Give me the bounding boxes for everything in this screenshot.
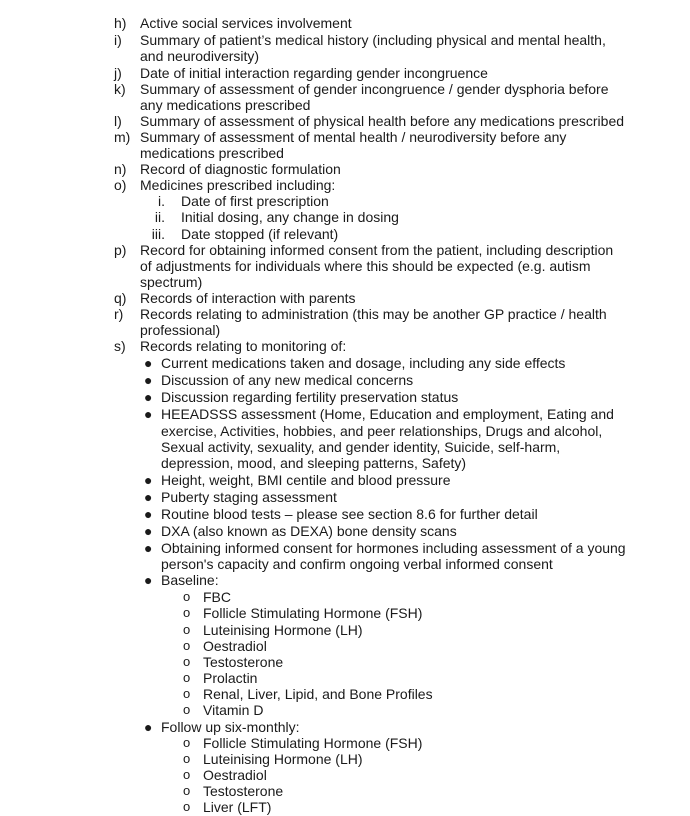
bullet-text: exercise, Activities, hobbies, and peer relationships, Drugs and alcohol, xyxy=(161,423,603,439)
bullet-item xyxy=(0,572,690,588)
bullet-text: Current medications taken and dosage, including any side effects xyxy=(161,355,566,371)
bullet-text: Follow up six-monthly: xyxy=(161,719,300,735)
list-item xyxy=(0,65,690,81)
list-item xyxy=(0,306,690,322)
circle-item xyxy=(0,702,690,718)
list-item xyxy=(0,338,690,354)
circle-bullet-icon: o xyxy=(183,799,191,814)
bullet-item xyxy=(0,719,690,735)
bullet-icon: ● xyxy=(144,719,153,735)
circle-item xyxy=(0,605,690,621)
bullet-item xyxy=(0,355,690,371)
list-item-continuation xyxy=(0,48,690,64)
item-text: spectrum) xyxy=(140,274,203,290)
list-item xyxy=(0,177,690,193)
list-item-continuation xyxy=(0,97,690,113)
item-text: Active social services involvement xyxy=(140,15,352,31)
bullet-continuation xyxy=(0,423,690,439)
sub-list-item xyxy=(0,193,690,209)
circle-item xyxy=(0,622,690,638)
circle-bullet-icon: o xyxy=(183,702,191,717)
bullet-item xyxy=(0,489,690,505)
circle-item-text: Follicle Stimulating Hormone (FSH) xyxy=(203,605,423,621)
circle-bullet-icon: o xyxy=(183,735,191,750)
item-text: Medicines prescribed including: xyxy=(140,177,336,193)
circle-bullet-icon: o xyxy=(183,670,191,685)
item-text: Date of initial interaction regarding gender incongruence xyxy=(140,65,488,81)
item-label: l) xyxy=(114,113,122,129)
list-item xyxy=(0,161,690,177)
item-label: q) xyxy=(114,290,127,306)
bullet-text: person's capacity and confirm ongoing verbal informed consent xyxy=(161,556,553,572)
bullet-item xyxy=(0,389,690,405)
circle-item xyxy=(0,638,690,654)
bullet-icon: ● xyxy=(144,355,153,371)
bullet-text: Sexual activity, sexuality, and gender identity, Suicide, self-harm, xyxy=(161,439,561,455)
item-text: Summary of patient’s medical history (including physical and mental health, xyxy=(140,32,606,48)
bullet-text: Obtaining informed consent for hormones including assessment of a young xyxy=(161,540,626,556)
circle-bullet-icon: o xyxy=(183,622,191,637)
circle-item-text: Testosterone xyxy=(203,654,284,670)
bullet-icon: ● xyxy=(144,523,153,539)
circle-item-text: Testosterone xyxy=(203,783,284,799)
item-text: Records relating to monitoring of: xyxy=(140,338,347,354)
bullet-text: Baseline: xyxy=(161,572,219,588)
sub-list-item xyxy=(0,209,690,225)
item-label: k) xyxy=(114,81,126,97)
item-text: and neurodiversity) xyxy=(140,48,260,64)
roman-label: i. xyxy=(158,193,165,209)
list-item xyxy=(0,15,690,31)
circle-bullet-icon: o xyxy=(183,767,191,782)
bullet-text: HEEADSSS assessment (Home, Education and employment, Eating and xyxy=(161,406,614,422)
circle-item-text: Vitamin D xyxy=(203,702,264,718)
bullet-item xyxy=(0,372,690,388)
bullet-icon: ● xyxy=(144,489,153,505)
item-text: Record for obtaining informed consent from the patient, including description xyxy=(140,242,614,258)
circle-bullet-icon: o xyxy=(183,783,191,798)
circle-item xyxy=(0,783,690,799)
bullet-item xyxy=(0,472,690,488)
item-text: Records relating to administration (this may be another GP practice / health xyxy=(140,306,607,322)
circle-bullet-icon: o xyxy=(183,589,191,604)
bullet-icon: ● xyxy=(144,372,153,388)
circle-item-text: Renal, Liver, Lipid, and Bone Profiles xyxy=(203,686,433,702)
bullet-text: Discussion of any new medical concerns xyxy=(161,372,414,388)
item-label: i) xyxy=(114,32,122,48)
circle-bullet-icon: o xyxy=(183,638,191,653)
bullet-text: Routine blood tests – please see section 8.6 for further detail xyxy=(161,506,538,522)
circle-item-text: Oestradiol xyxy=(203,767,267,783)
bullet-continuation xyxy=(0,556,690,572)
bullet-item xyxy=(0,406,690,422)
item-label: n) xyxy=(114,161,127,177)
circle-bullet-icon: o xyxy=(183,654,191,669)
circle-item xyxy=(0,670,690,686)
list-item-continuation xyxy=(0,274,690,290)
item-label: m) xyxy=(114,129,131,145)
circle-item-text: Oestradiol xyxy=(203,638,267,654)
circle-bullet-icon: o xyxy=(183,605,191,620)
bullet-continuation xyxy=(0,455,690,471)
bullet-text: Puberty staging assessment xyxy=(161,489,337,505)
circle-item xyxy=(0,654,690,670)
list-item-continuation xyxy=(0,258,690,274)
list-item-continuation xyxy=(0,145,690,161)
item-label: o) xyxy=(114,177,127,193)
item-text: medications prescribed xyxy=(140,145,284,161)
sub-item-text: Initial dosing, any change in dosing xyxy=(181,209,399,225)
circle-item-text: Prolactin xyxy=(203,670,258,686)
circle-bullet-icon: o xyxy=(183,751,191,766)
bullet-continuation xyxy=(0,439,690,455)
item-text: of adjustments for individuals where this should be expected (e.g. autism xyxy=(140,258,591,274)
bullet-item xyxy=(0,540,690,556)
bullet-icon: ● xyxy=(144,506,153,522)
list-item xyxy=(0,81,690,97)
item-text: Summary of assessment of gender incongruence / gender dysphoria before xyxy=(140,81,609,97)
circle-item-text: Liver (LFT) xyxy=(203,799,272,815)
list-item xyxy=(0,290,690,306)
circle-item-text: Luteinising Hormone (LH) xyxy=(203,751,363,767)
sub-list-item xyxy=(0,226,690,242)
bullet-text: Discussion regarding fertility preservation status xyxy=(161,389,459,405)
circle-item-text: FBC xyxy=(203,589,231,605)
item-label: j) xyxy=(114,65,122,81)
circle-item xyxy=(0,767,690,783)
circle-item xyxy=(0,735,690,751)
sub-item-text: Date of first prescription xyxy=(181,193,329,209)
bullet-text: DXA (also known as DEXA) bone density scans xyxy=(161,523,457,539)
sub-item-text: Date stopped (if relevant) xyxy=(181,226,339,242)
list-item-continuation xyxy=(0,322,690,338)
circle-item xyxy=(0,799,690,815)
circle-item xyxy=(0,589,690,605)
item-text: Summary of assessment of mental health / neurodiversity before any xyxy=(140,129,567,145)
circle-item-text: Follicle Stimulating Hormone (FSH) xyxy=(203,735,423,751)
bullet-icon: ● xyxy=(144,389,153,405)
item-text: any medications prescribed xyxy=(140,97,311,113)
circle-item xyxy=(0,686,690,702)
list-item xyxy=(0,129,690,145)
item-text: Records of interaction with parents xyxy=(140,290,356,306)
bullet-icon: ● xyxy=(144,540,153,556)
roman-label: ii. xyxy=(154,209,165,225)
item-label: p) xyxy=(114,242,127,258)
item-label: s) xyxy=(114,338,126,354)
bullet-icon: ● xyxy=(144,406,153,422)
bullet-text: depression, mood, and sleeping patterns, Safety) xyxy=(161,455,467,471)
bullet-icon: ● xyxy=(144,472,153,488)
bullet-text: Height, weight, BMI centile and blood pressure xyxy=(161,472,451,488)
item-text: Summary of assessment of physical health before any medications prescribed xyxy=(140,113,625,129)
circle-item-text: Luteinising Hormone (LH) xyxy=(203,622,363,638)
bullet-item xyxy=(0,523,690,539)
list-item xyxy=(0,242,690,258)
list-item xyxy=(0,113,690,129)
item-text: Record of diagnostic formulation xyxy=(140,161,341,177)
item-label: r) xyxy=(114,306,124,322)
item-label: h) xyxy=(114,15,127,31)
bullet-icon: ● xyxy=(144,572,153,588)
bullet-item xyxy=(0,506,690,522)
circle-bullet-icon: o xyxy=(183,686,191,701)
item-text: professional) xyxy=(140,322,221,338)
roman-label: iii. xyxy=(151,226,165,242)
circle-item xyxy=(0,751,690,767)
list-item xyxy=(0,32,690,48)
